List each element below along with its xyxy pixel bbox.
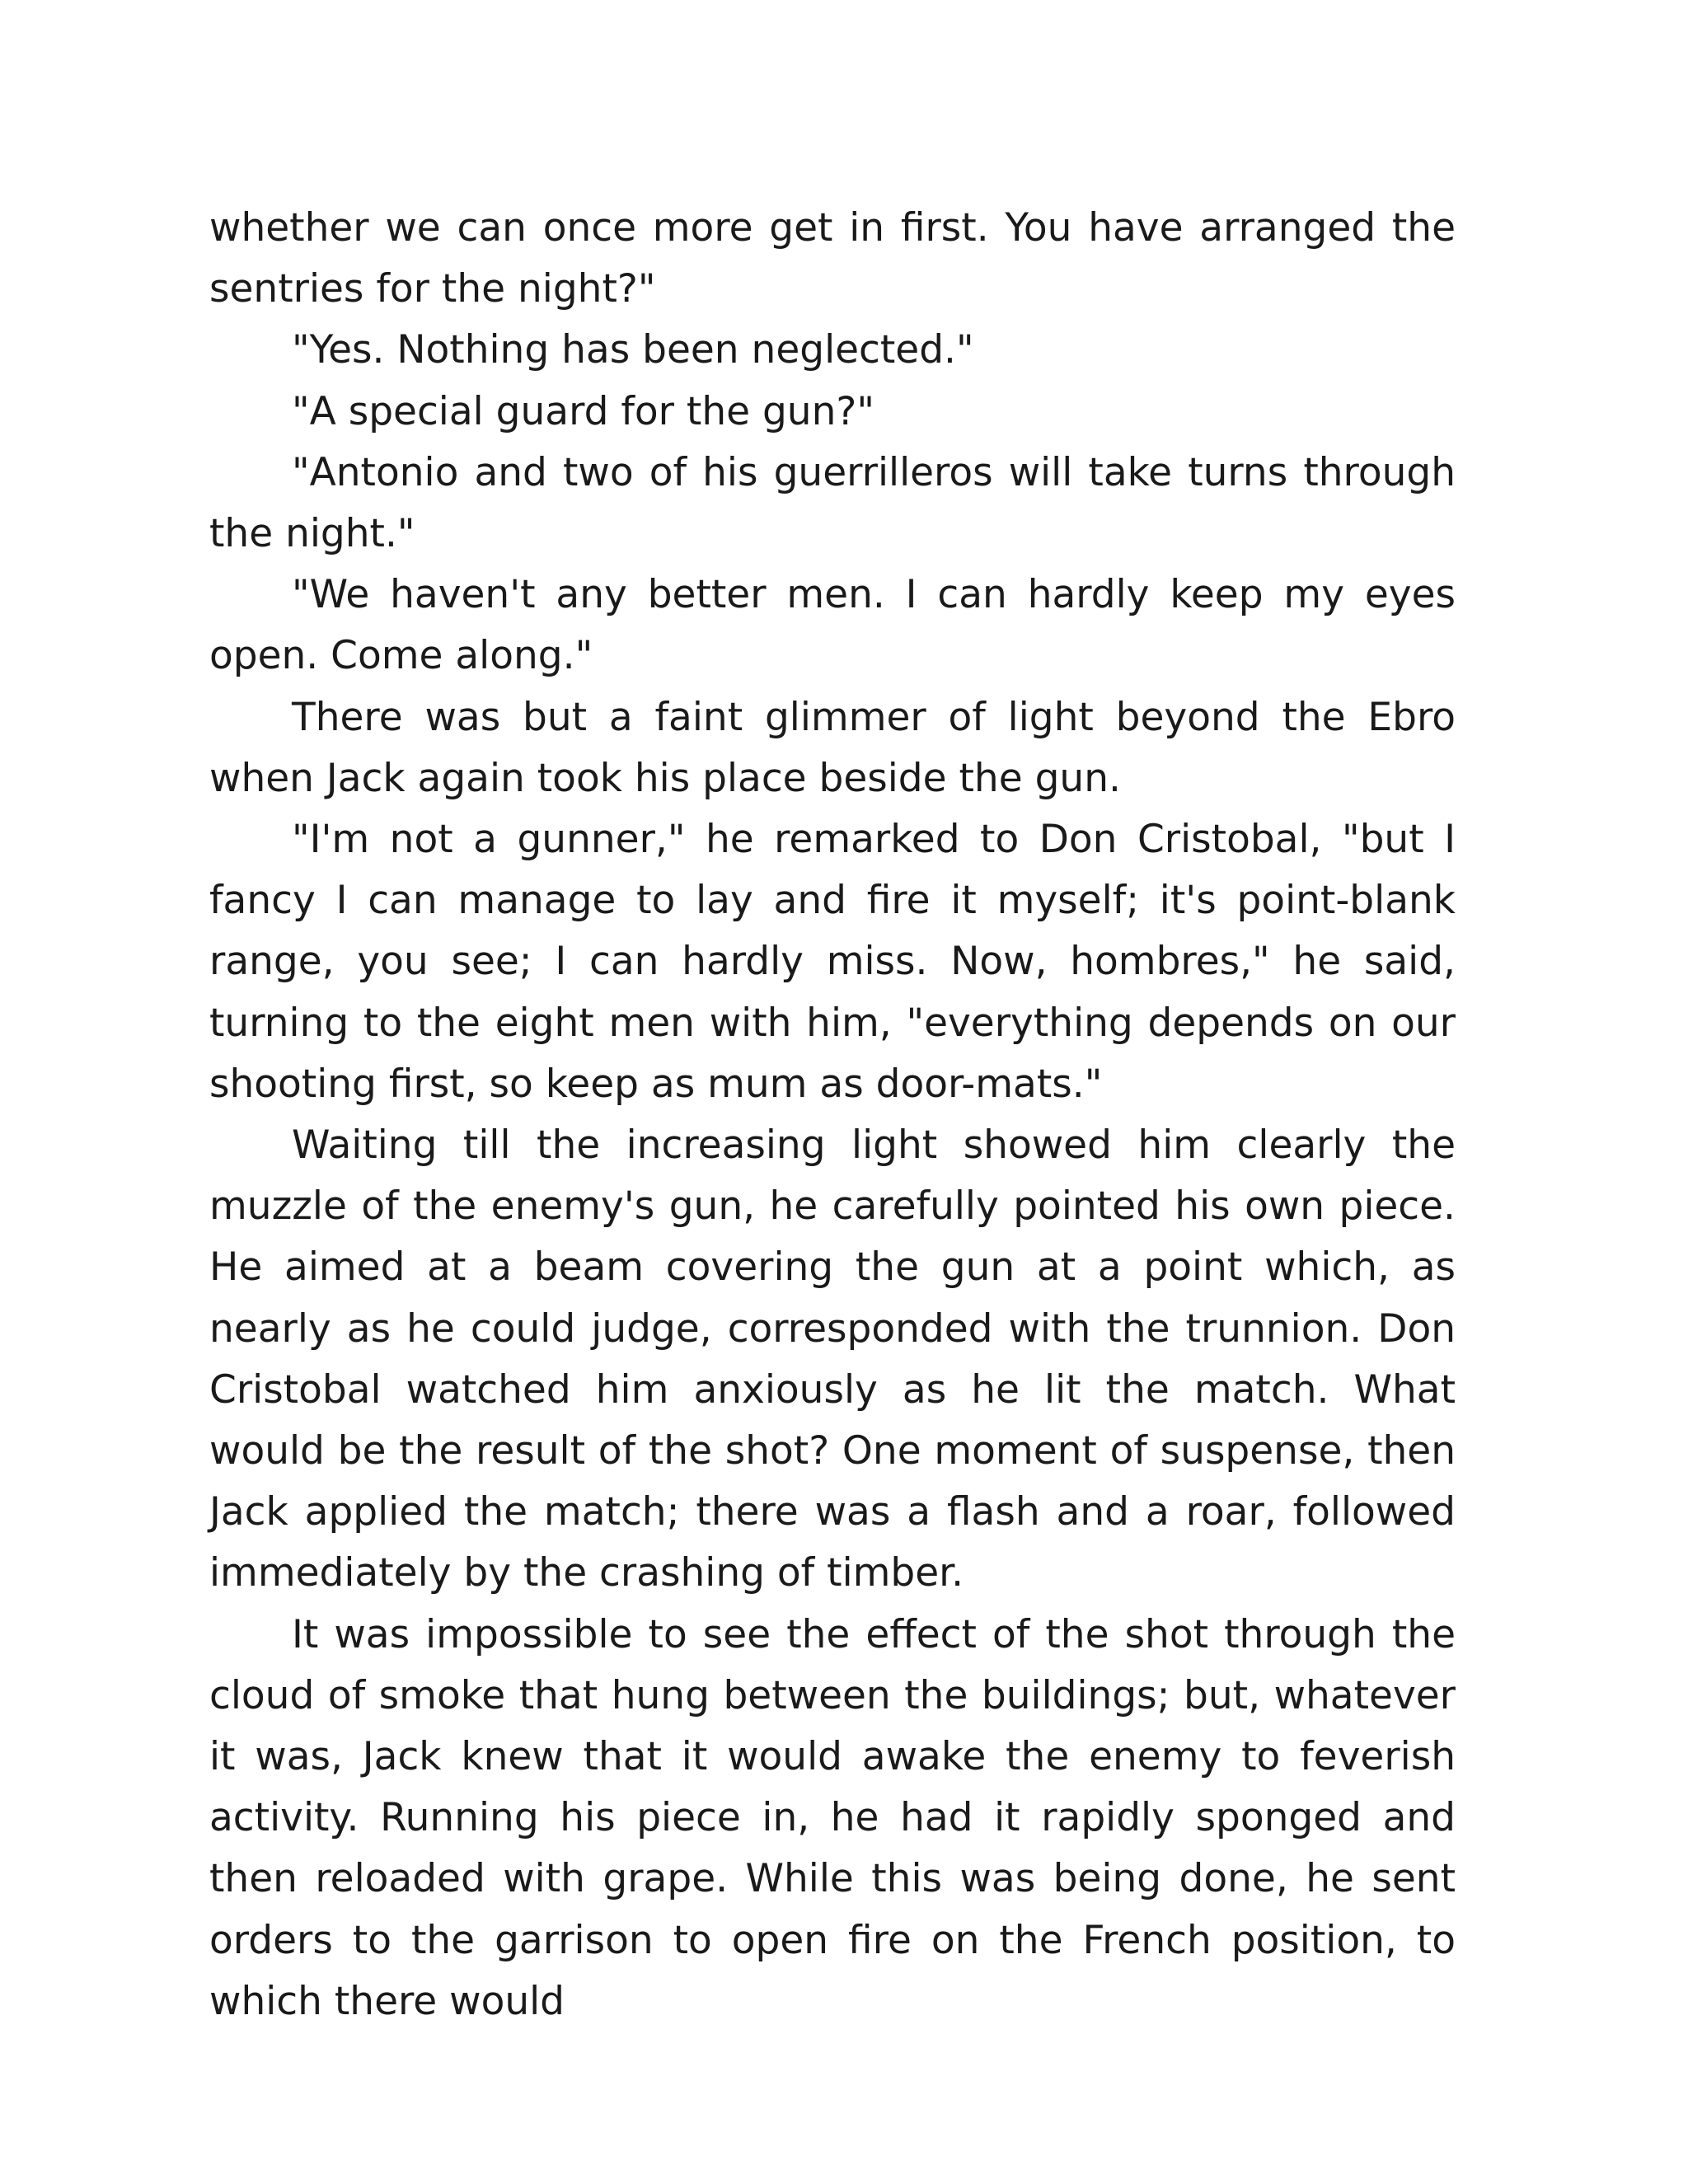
- paragraph: "I'm not a gunner," he remarked to Don Cristobal, "but I fancy I can manage to lay and fire it myself; it's point-blank range, you see; I can hardly miss. Now, hombres," he said, turning to the eight men with him, "everything depends on our shooting first, so keep as mum as door-mats.": [209, 817, 1456, 1107]
- paragraph: Waiting till the increasing light showed him clearly the muzzle of the enemy's gun, he carefully pointed his own piece. He aimed at a beam covering the gun at a point which, as nearly as he could judge, corresponded with the trunnion. Don Cristobal watched him anxiously as he lit the match. What would be the result of the shot? One moment of suspense, then Jack applied the match; there was a flash and a roar, followed immediately by the crashing of timber.: [209, 1122, 1456, 1596]
- paragraph: "Yes. Nothing has been neglected.": [292, 327, 974, 373]
- paragraph: There was but a faint glimmer of light beyond the Ebro when Jack again took his place beside the gun.: [209, 694, 1456, 801]
- paragraph: It was impossible to see the effect of the shot through the cloud of smoke that hung between the buildings; but, whatever it was, Jack knew that it would awake the enemy to feverish activity. Running his piece in, he had it rapidly sponged and then reloaded with grape. While this was being done, he sent orders to the garrison to open fire on the French position, to which there would: [209, 1611, 1456, 2024]
- paragraph: "Antonio and two of his guerrilleros will take turns through the night.": [209, 449, 1456, 557]
- paragraph: "A special guard for the gun?": [292, 388, 874, 434]
- paragraph: "We haven't any better men. I can hardly keep my eyes open. Come along.": [209, 572, 1456, 679]
- paragraph: whether we can once more get in first. You have arranged the sentries for the night?": [209, 205, 1456, 312]
- body-text: [209, 198, 1456, 2032]
